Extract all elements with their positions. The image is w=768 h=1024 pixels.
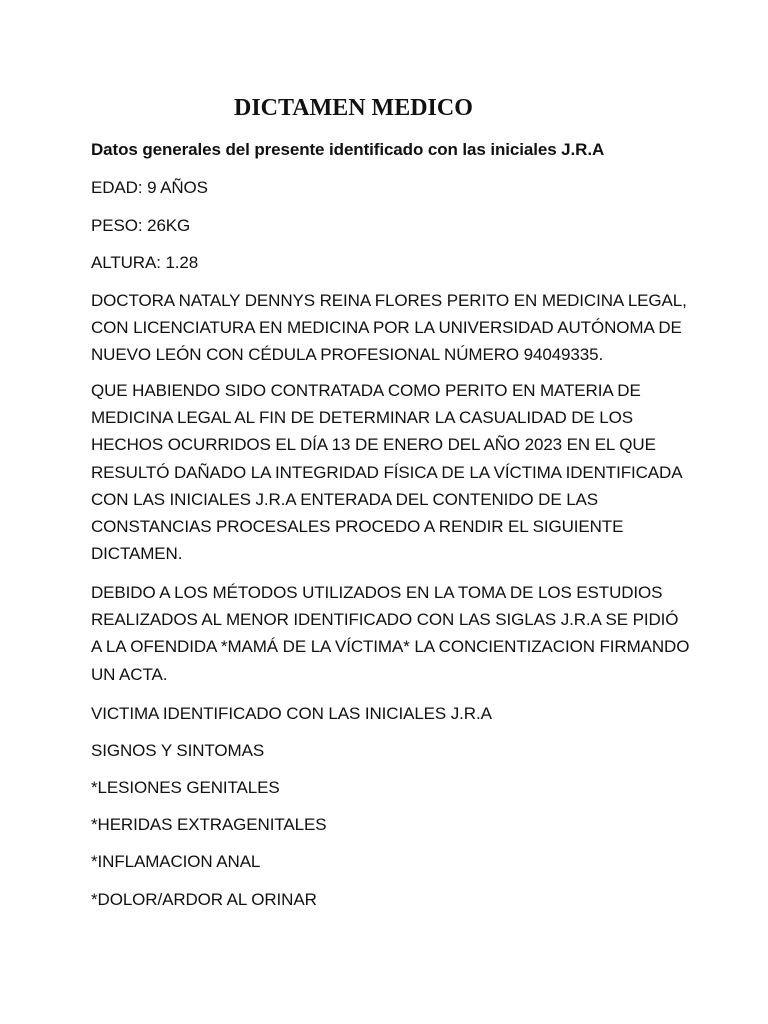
weight-line: PESO: 26KG <box>91 216 191 235</box>
doctor-paragraph: DOCTORA NATALY DENNYS REINA FLORES PERITO EN MEDICINA LEGAL, CON LICENCIATURA EN MEDICINA POR LA UNIVERSIDAD AUTÓNOMA DE NUEVO LEÓN CON CÉDULA PROFESIONAL NÚMERO 94049335. <box>91 291 687 365</box>
methods-paragraph: DEBIDO A LOS MÉTODOS UTILIZADOS EN LA TOMA DE LOS ESTUDIOS REALIZADOS AL MENOR IDENTIFICADO CON LAS SIGLAS J.R.A SE PIDIÓ A LA OFENDIDA *MAMÁ DE LA VÍCTIMA* LA CONCIENTIZACION FIRMANDO UN ACTA. <box>91 583 690 684</box>
sign-item: *HERIDAS EXTRAGENITALES <box>91 815 327 834</box>
document-title: DICTAMEN MEDICO <box>234 95 473 121</box>
height-line: ALTURA: 1.28 <box>91 253 199 272</box>
sign-item: *DOLOR/ARDOR AL ORINAR <box>91 890 317 909</box>
victim-line: VICTIMA IDENTIFICADO CON LAS INICIALES J.R.A <box>91 704 492 723</box>
general-data-heading: Datos generales del presente identificado con las iniciales J.R.A <box>91 140 605 159</box>
contract-paragraph: QUE HABIENDO SIDO CONTRATADA COMO PERITO EN MATERIA DE MEDICINA LEGAL AL FIN DE DETERMINAR LA CASUALIDAD DE LOS HECHOS OCURRIDOS EL DÍA 13 DE ENERO DEL AÑO 2023 EN EL QUE RESULTÓ DAÑADO LA INTEGRIDAD FÍSICA DE LA VÍCTIMA IDENTIFICADA CON LAS INICIALES J.R.A ENTERADA DEL CONTENIDO DE LAS CONSTANCIAS PROCESALES PROCEDO A RENDIR EL SIGUIENTE DICTAMEN. <box>91 381 682 564</box>
sign-item: *INFLAMACION ANAL <box>91 852 261 871</box>
sign-item: *LESIONES GENITALES <box>91 778 280 797</box>
signs-heading: SIGNOS Y SINTOMAS <box>91 741 265 760</box>
age-line: EDAD: 9 AÑOS <box>91 178 208 197</box>
